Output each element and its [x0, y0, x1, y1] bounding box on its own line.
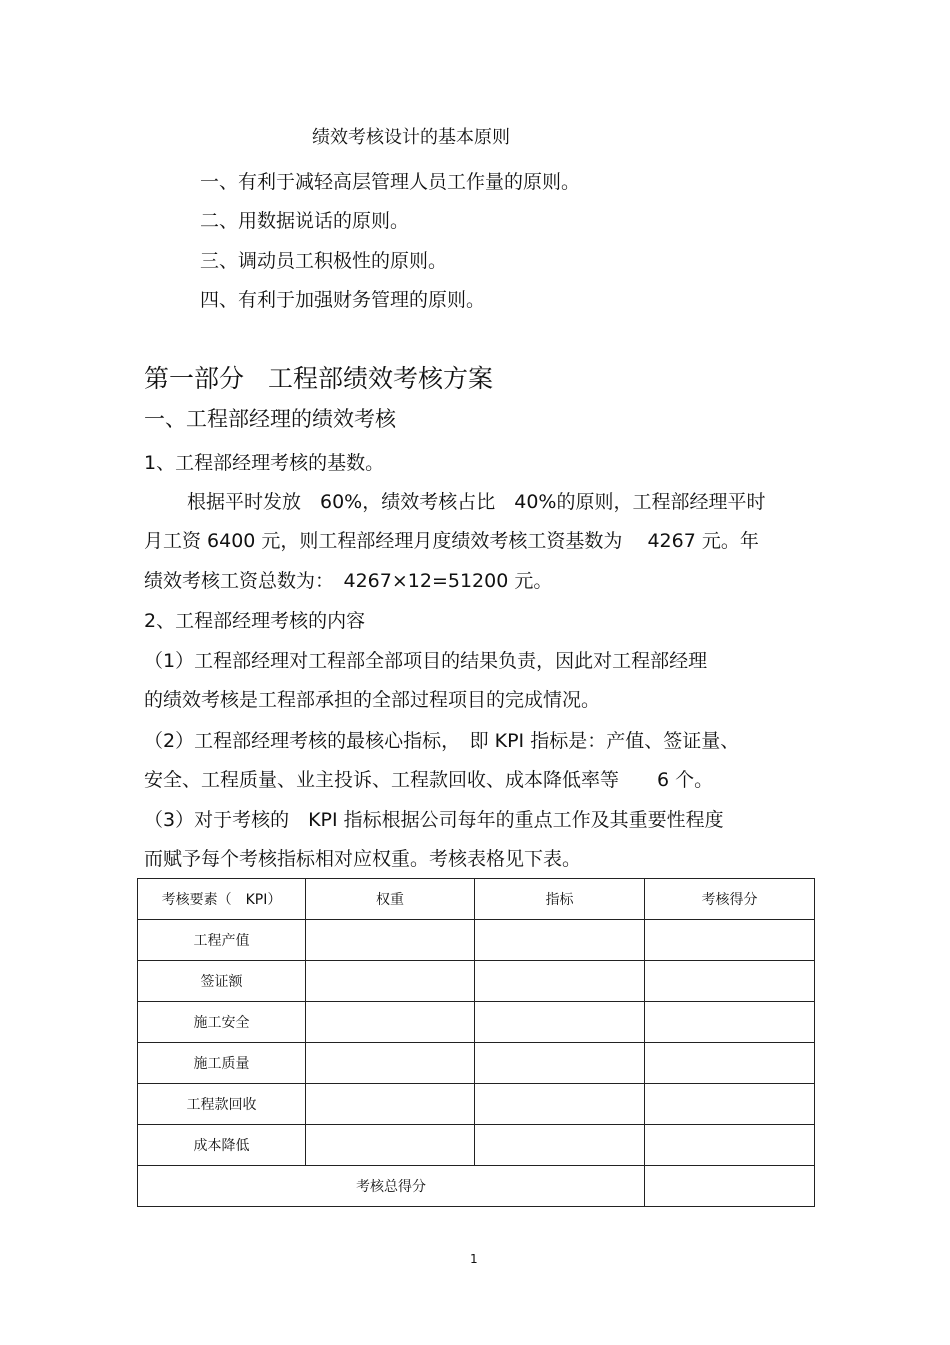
principle-2: 二、用数据说话的原则。	[200, 210, 410, 232]
weight-cell	[306, 1084, 475, 1125]
header-score: 考核得分	[645, 879, 815, 920]
part-name: 工程部绩效考核方案	[268, 364, 494, 393]
row-label: 工程款回收	[138, 1084, 306, 1125]
indicator-cell	[475, 961, 645, 1002]
total-score-cell	[645, 1166, 815, 1207]
indicator-cell	[475, 1125, 645, 1166]
score-cell	[645, 1043, 815, 1084]
base-line-1: 根据平时发放 60%，绩效考核占比 40%的原则，工程部经理平时	[187, 491, 766, 513]
kpi-table	[137, 878, 815, 1207]
score-cell	[645, 1084, 815, 1125]
indicator-cell	[475, 1002, 645, 1043]
content-line-1: （1）工程部经理对工程部全部项目的结果负责，因此对工程部经理	[144, 650, 708, 672]
table-row	[138, 1043, 815, 1084]
content-heading: 2、工程部经理考核的内容	[144, 610, 366, 632]
weight-cell	[306, 1043, 475, 1084]
principle-4: 四、有利于加强财务管理的原则。	[200, 289, 486, 311]
content-line-3: （2）工程部经理考核的最核心指标， 即 KPI 指标是：产值、签证量、	[144, 730, 740, 752]
content-line-4: 安全、工程质量、业主投诉、工程款回收、成本降低率等 6 个。	[144, 769, 714, 791]
indicator-cell	[475, 1084, 645, 1125]
table-header-row	[138, 879, 815, 920]
weight-cell	[306, 1002, 475, 1043]
weight-cell	[306, 961, 475, 1002]
table-row	[138, 1125, 815, 1166]
document-title: 绩效考核设计的基本原则	[312, 127, 510, 148]
table-row	[138, 961, 815, 1002]
table-row	[138, 920, 815, 961]
header-kpi: 考核要素（ KPI）	[138, 879, 306, 920]
content-line-6: 而赋予每个考核指标相对应权重。考核表格见下表。	[144, 848, 582, 870]
score-cell	[645, 1125, 815, 1166]
row-label: 成本降低	[138, 1125, 306, 1166]
score-cell	[645, 1002, 815, 1043]
table-row	[138, 1002, 815, 1043]
score-cell	[645, 961, 815, 1002]
subsection-title: 一、工程部经理的绩效考核	[144, 407, 396, 431]
principle-3: 三、调动员工积极性的原则。	[200, 250, 448, 272]
content-line-2: 的绩效考核是工程部承担的全部过程项目的完成情况。	[144, 689, 601, 711]
total-label: 考核总得分	[138, 1166, 645, 1207]
row-label: 施工安全	[138, 1002, 306, 1043]
part-title	[144, 364, 493, 394]
score-cell	[645, 920, 815, 961]
row-label: 签证额	[138, 961, 306, 1002]
content-line-5: （3）对于考核的 KPI 指标根据公司每年的重点工作及其重要性程度	[144, 809, 724, 831]
base-line-3: 绩效考核工资总数为： 4267×12=51200 元。	[144, 570, 553, 592]
header-weight: 权重	[306, 879, 475, 920]
table-total-row	[138, 1166, 815, 1207]
weight-cell	[306, 1125, 475, 1166]
page-number: 1	[470, 1252, 478, 1266]
base-heading: 1、工程部经理考核的基数。	[144, 452, 385, 474]
row-label: 工程产值	[138, 920, 306, 961]
indicator-cell	[475, 1043, 645, 1084]
weight-cell	[306, 920, 475, 961]
table-row	[138, 1084, 815, 1125]
row-label: 施工质量	[138, 1043, 306, 1084]
principle-1: 一、有利于减轻高层管理人员工作量的原则。	[200, 171, 581, 193]
header-indicator: 指标	[475, 879, 645, 920]
part-label: 第一部分	[144, 364, 245, 393]
base-line-2: 月工资 6400 元，则工程部经理月度绩效考核工资基数为 4267 元。年	[144, 530, 759, 552]
indicator-cell	[475, 920, 645, 961]
